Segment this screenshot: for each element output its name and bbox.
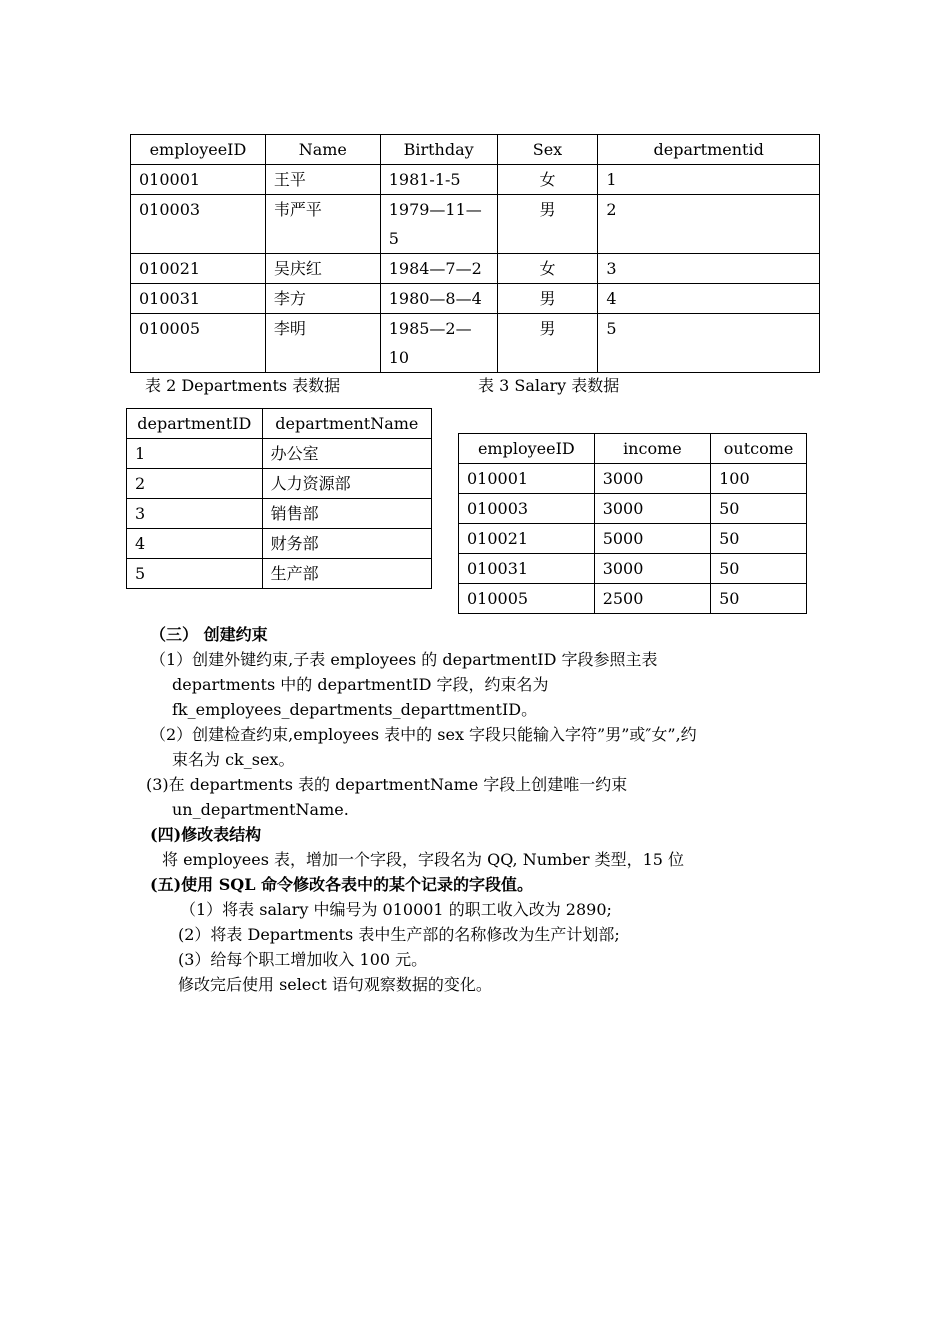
cell-department-name: 生产部	[262, 559, 431, 589]
paragraph-line: (2）将表 Departments 表中生产部的名称修改为生产计划部;	[178, 925, 620, 944]
cell-department-id: 4	[598, 284, 820, 314]
birthday-line2: 10	[388, 348, 410, 367]
employees-table	[130, 134, 820, 373]
table3-caption: 表 3 Salary 表数据	[478, 376, 620, 395]
cell-income: 2500	[594, 584, 710, 614]
cell-name: 吴庆红	[265, 254, 380, 284]
cell-birthday	[380, 314, 497, 373]
table-row	[131, 284, 820, 314]
cell-income: 5000	[594, 524, 710, 554]
cell-outcome: 100	[711, 464, 807, 494]
section-4-title: (四)修改表结构	[150, 825, 262, 844]
paragraph-line: (3）给每个职工增加收入 100 元。	[178, 950, 428, 969]
cell-sex: 女	[497, 165, 598, 195]
cell-sex: 男	[497, 314, 598, 373]
table-header-row	[131, 135, 820, 165]
cell-birthday: 1980—8—4	[380, 284, 497, 314]
cell-outcome: 50	[711, 584, 807, 614]
departments-table	[126, 408, 432, 589]
cell-employee-id: 010031	[131, 284, 266, 314]
table-row	[459, 584, 807, 614]
cell-employee-id: 010003	[131, 195, 266, 254]
table-header-row	[459, 434, 807, 464]
column-header: outcome	[711, 434, 807, 464]
cell-sex: 女	[497, 254, 598, 284]
cell-outcome: 50	[711, 524, 807, 554]
salary-table	[458, 433, 807, 614]
cell-employee-id: 010001	[131, 165, 266, 195]
column-header: Sex	[497, 135, 598, 165]
table-row	[131, 314, 820, 373]
cell-department-id: 1	[598, 165, 820, 195]
cell-employee-id: 010031	[459, 554, 595, 584]
table-row	[459, 524, 807, 554]
cell-employee-id: 010003	[459, 494, 595, 524]
cell-birthday: 1984—7—2	[380, 254, 497, 284]
cell-employee-id: 010001	[459, 464, 595, 494]
table-row	[127, 499, 432, 529]
cell-department-id: 3	[598, 254, 820, 284]
table-row	[127, 469, 432, 499]
table-row	[127, 439, 432, 469]
paragraph-line: （2）创建检查约束,employees 表中的 sex 字段只能输入字符”男”或″女”,约	[150, 725, 697, 744]
table-row	[127, 529, 432, 559]
table-row	[459, 554, 807, 584]
cell-employee-id: 010021	[131, 254, 266, 284]
column-header: departmentid	[598, 135, 820, 165]
column-header: Birthday	[380, 135, 497, 165]
column-header: departmentName	[262, 409, 431, 439]
paragraph-line: （1）将表 salary 中编号为 010001 的职工收入改为 2890;	[180, 900, 612, 919]
cell-name: 韦严平	[265, 195, 380, 254]
cell-sex: 男	[497, 195, 598, 254]
birthday-line2: 5	[388, 229, 399, 248]
paragraph-line: 将 employees 表，增加一个字段，字段名为 QQ, Number 类型，15 位	[162, 850, 685, 869]
table-row	[131, 254, 820, 284]
table-row	[459, 494, 807, 524]
cell-income: 3000	[594, 464, 710, 494]
paragraph-line: departments 中的 departmentID 字段，约束名为	[172, 675, 549, 694]
column-header: income	[594, 434, 710, 464]
cell-sex: 男	[497, 284, 598, 314]
birthday-line1: 1979—11—	[388, 200, 482, 219]
column-header: Name	[265, 135, 380, 165]
cell-name: 王平	[265, 165, 380, 195]
cell-department-name: 财务部	[262, 529, 431, 559]
cell-birthday: 1981-1-5	[380, 165, 497, 195]
cell-department-id: 3	[127, 499, 263, 529]
cell-employee-id: 010005	[459, 584, 595, 614]
cell-name: 李方	[265, 284, 380, 314]
cell-department-id: 2	[127, 469, 263, 499]
table-row	[131, 195, 820, 254]
cell-employee-id: 010005	[131, 314, 266, 373]
cell-department-id: 4	[127, 529, 263, 559]
cell-income: 3000	[594, 494, 710, 524]
cell-department-id: 1	[127, 439, 263, 469]
table-header-row	[127, 409, 432, 439]
paragraph-line: fk_employees_departments_departtmentID。	[172, 700, 538, 719]
cell-employee-id: 010021	[459, 524, 595, 554]
column-header: employeeID	[459, 434, 595, 464]
cell-outcome: 50	[711, 554, 807, 584]
column-header: employeeID	[131, 135, 266, 165]
birthday-line1: 1985—2—	[388, 319, 472, 338]
cell-outcome: 50	[711, 494, 807, 524]
paragraph-line: (3)在 departments 表的 departmentName 字段上创建唯一约束	[146, 775, 628, 794]
cell-income: 3000	[594, 554, 710, 584]
cell-department-name: 人力资源部	[262, 469, 431, 499]
paragraph-line: （1）创建外键约束,子表 employees 的 departmentID 字段参照主表	[150, 650, 658, 669]
column-header: departmentID	[127, 409, 263, 439]
table-row	[459, 464, 807, 494]
table2-caption: 表 2 Departments 表数据	[145, 376, 341, 395]
section-5-title: (五)使用 SQL 命令修改各表中的某个记录的字段值。	[150, 875, 534, 894]
section-3-title: （三） 创建约束	[150, 625, 268, 644]
cell-birthday	[380, 195, 497, 254]
cell-department-id: 5	[598, 314, 820, 373]
cell-name: 李明	[265, 314, 380, 373]
cell-department-id: 5	[127, 559, 263, 589]
table-row	[131, 165, 820, 195]
paragraph-line: 束名为 ck_sex。	[172, 750, 295, 769]
paragraph-line: un_departmentName.	[172, 800, 349, 819]
cell-department-name: 办公室	[262, 439, 431, 469]
cell-department-id: 2	[598, 195, 820, 254]
table-row	[127, 559, 432, 589]
cell-department-name: 销售部	[262, 499, 431, 529]
paragraph-line: 修改完后使用 select 语句观察数据的变化。	[178, 975, 492, 994]
